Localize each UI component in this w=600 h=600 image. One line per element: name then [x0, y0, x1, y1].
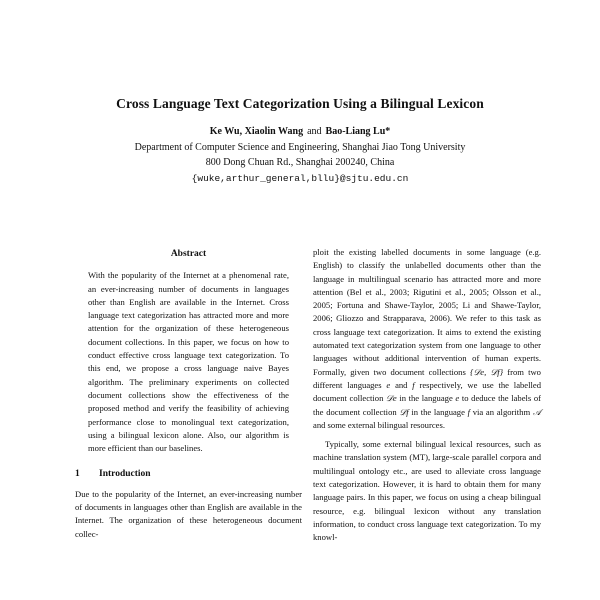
math-language-e: e [386, 379, 391, 390]
introduction-paragraph: Due to the popularity of the Internet, an ever-increasing number of documents in languages other than English are available in the Internet. The organization of these heterogeneous document collec- [75, 488, 302, 539]
text-segment: to deduce the labels of the document collection [313, 393, 542, 417]
math-algorithm: 𝒜 [532, 406, 541, 417]
text-segment: from two different languages [313, 366, 541, 390]
paper-title: Cross Language Text Categorization Using a Bilingual Lexicon [116, 96, 484, 111]
text-segment: via an algorithm [472, 406, 531, 417]
author-email: {wuke,arthur_general,bllu}@sjtu.edu.cn [191, 172, 409, 184]
text-segment: in the language [399, 393, 453, 404]
text-segment: in the language [411, 406, 465, 417]
author-block [0, 124, 600, 186]
abstract-heading: Abstract [170, 249, 207, 259]
right-paragraph-2: Typically, some external bilingual lexical resources, such as machine translation system (MT), large-scale parallel corpora and multilingual ontology etc., are used to alleviate cross language text categorization. However, it is hard to obtain them for many language pairs. In this paper, we focus on using a cheap bilingual resource, e.g. bilingual lexicon without any translation information, to conduct cross language text categorization. To my knowl- [313, 439, 541, 543]
section-title: Introduction [99, 469, 151, 480]
text-segment: respectively, we use the labelled document collection [313, 379, 541, 404]
text-segment: and [395, 379, 408, 390]
left-column [75, 248, 302, 541]
right-paragraph-1 [313, 246, 541, 432]
author-and: and [307, 126, 322, 137]
math-language-f: f [467, 406, 471, 417]
math-language-f: f [412, 379, 415, 390]
author-names-second: Bao-Liang Lu* [325, 126, 391, 137]
math-document-set: {𝒟e, 𝒟f} [469, 366, 504, 377]
author-names [0, 124, 600, 140]
text-segment: and some external bilingual resources. [313, 419, 445, 430]
author-affiliation: Department of Computer Science and Engineering, Shanghai Jiao Tong University [134, 141, 466, 153]
author-address: 800 Dong Chuan Rd., Shanghai 200240, China [205, 157, 395, 168]
author-names-first: Ke Wu, Xiaolin Wang [209, 126, 304, 137]
text-segment: ploit the existing labelled documents in some language (e.g. English) to classify the unlabelled documents other than the language in multilingual scenario has attracted more and more attention (Bel et al., 2003; Rigutini et al., 2005; Olsson et al., 2005; Fortuna and Shawe-Taylor, 2005; Li and Shawe-Taylor, 2006; Gliozzo and Strapparava, 2006). We refer to this task as cross language text categorization. It aims to extend the existing automated text categorization system from one language to other languages without additional intervention of human experts. Formally, given two document collections [313, 247, 541, 377]
section-heading-introduction [75, 468, 302, 481]
section-number: 1 [75, 469, 80, 480]
math-doc-f: 𝒟f [399, 406, 409, 417]
math-language-e: e [455, 393, 460, 404]
math-doc-e: 𝒟e [386, 393, 397, 404]
abstract-text: With the popularity of the Internet at a phenomenal rate, an ever-increasing number of documents in languages other than English are available in the Internet. Cross language text categorization has attracted more and more attention for the organization of these heterogeneous document collections. In this paper, we focus on how to conduct effective cross language text categorization. To this end, we propose a cross language naive Bayes algorithm. The preliminary experiments on collected document collections show the effectiveness of the proposed method and verify the feasibility of achieving performance close to monolingual text categorization, using a bilingual lexicon alone. Also, our algorithm is more efficient than our baselines. [88, 270, 289, 454]
right-column [313, 246, 541, 545]
